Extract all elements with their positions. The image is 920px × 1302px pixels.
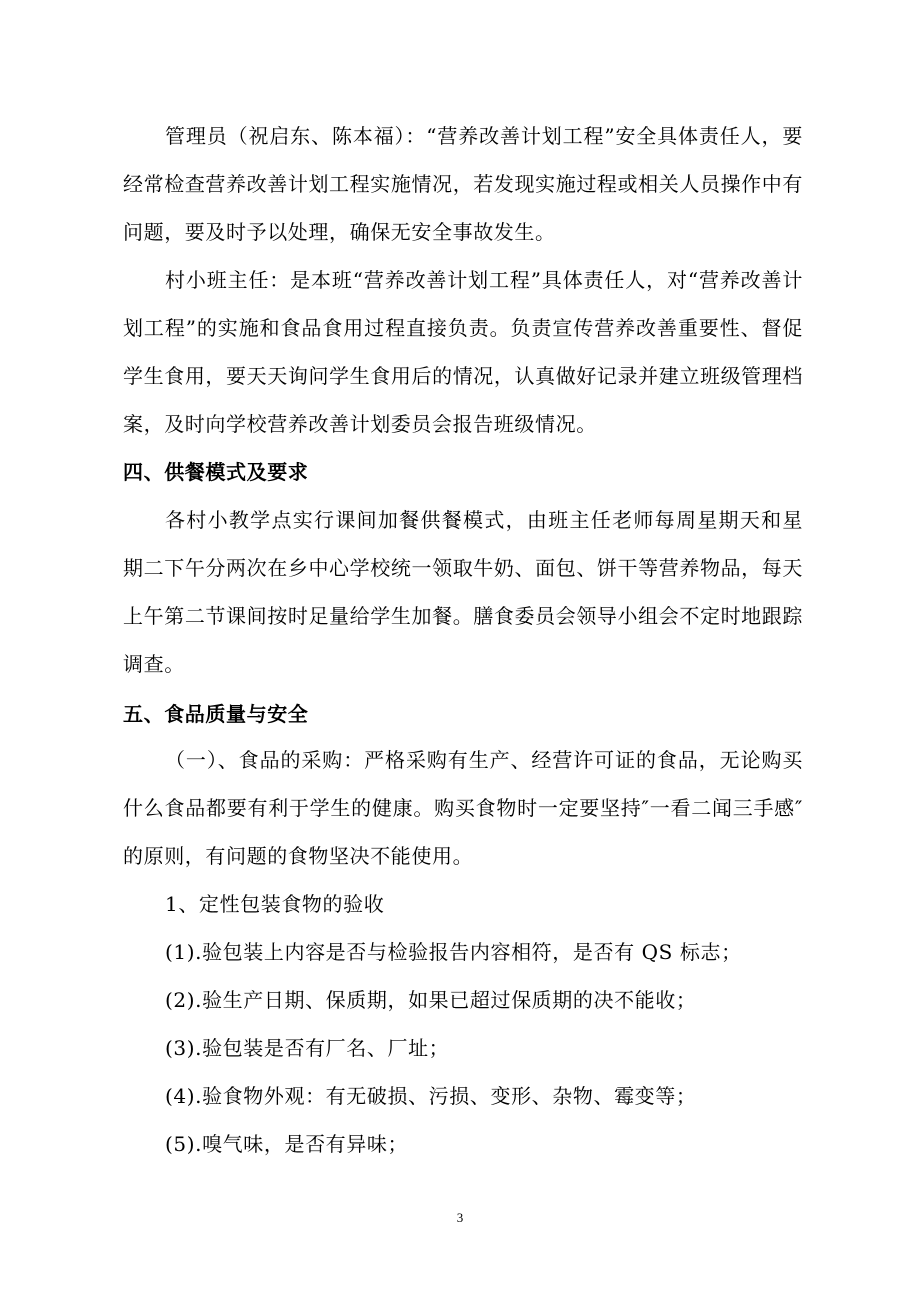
section-heading-meal-mode: 四、供餐模式及要求 xyxy=(123,460,309,484)
paragraph-food-purchasing: （一）、食品的采购：严格采购有生产、经营许可证的食品，无论购买什么食品都要有利于学生的健康。购买食物时一定要坚持″一看二闻三手感″的原则，有问题的食物坚决不能使用。 xyxy=(123,748,803,868)
list-item: (3).验包装是否有厂名、厂址； xyxy=(165,1036,450,1060)
paragraph-meal-mode: 各村小教学点实行课间加餐供餐模式，由班主任老师每周星期天和星期二下午分两次在乡中心学校统一领取牛奶、面包、饼干等营养物品，每天上午第二节课间按时足量给学生加餐。膳食委员会领导小组会不定时地跟踪调查。 xyxy=(123,508,803,676)
list-item: (2).验生产日期、保质期，如果已超过保质期的决不能收； xyxy=(165,988,697,1012)
list-item: (1).验包装上内容是否与检验报告内容相符，是否有 QS 标志； xyxy=(165,940,742,964)
list-item: (4).验食物外观：有无破损、污损、变形、杂物、霉变等； xyxy=(165,1084,697,1108)
list-item: (5).嗅气味，是否有异味； xyxy=(165,1132,409,1156)
section-heading-food-safety: 五、食品质量与安全 xyxy=(123,702,309,726)
paragraph-administrators: 管理员（祝启东、陈本福）：“营养改善计划工程”安全具体责任人，要经常检查营养改善计划工程实施情况，若发现实施过程或相关人员操作中有问题，要及时予以处理，确保无安全事故发生。 xyxy=(123,124,803,244)
page-number: 3 xyxy=(456,1210,464,1225)
subheading-packaged-food-inspection: 1、定性包装食物的验收 xyxy=(165,892,385,916)
paragraph-class-teachers: 村小班主任：是本班“营养改善计划工程”具体责任人，对“营养改善计划工程”的实施和食品食用过程直接负责。负责宣传营养改善重要性、督促学生食用，要天天询问学生食用后的情况，认真做好记录并建立班级管理档案，及时向学校营养改善计划委员会报告班级情况。 xyxy=(123,268,803,436)
